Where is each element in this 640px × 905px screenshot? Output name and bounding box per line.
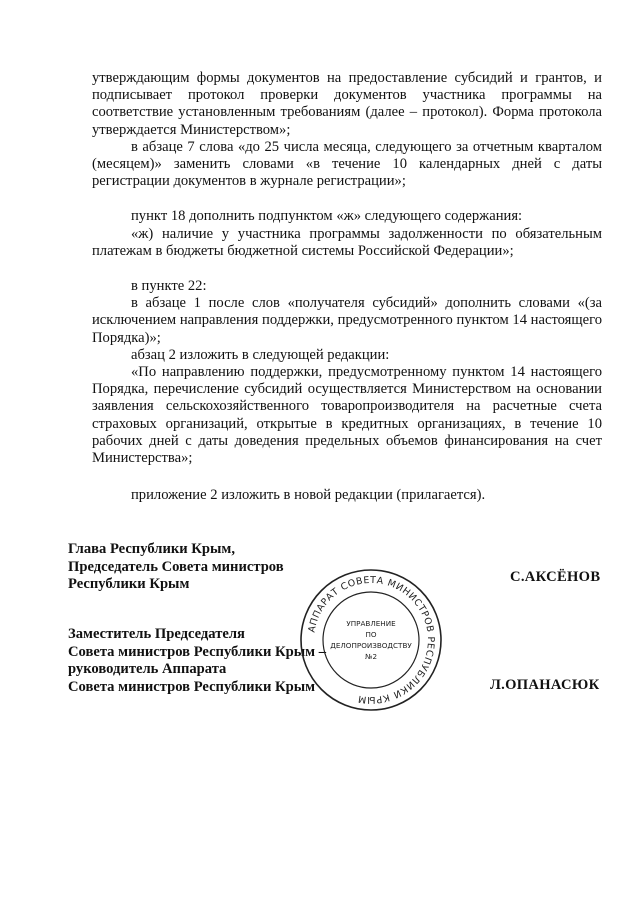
stamp-line: ДЕЛОПРОИЗВОДСТВУ bbox=[330, 641, 412, 650]
signature-title-line: Совета министров Республики Крым bbox=[68, 678, 316, 695]
signature-title-line: Глава Республики Крым, bbox=[68, 541, 235, 557]
paragraph-punkt-22: в пункте 22: bbox=[131, 278, 207, 295]
signature-title-line: Республики Крым bbox=[68, 576, 190, 593]
signatory-name-deputy: Л.ОПАНАСЮК bbox=[490, 677, 600, 693]
stamp-line: №2 bbox=[364, 652, 378, 661]
official-stamp bbox=[296, 565, 446, 715]
paragraph-napravlenie: «По направлению поддержки, предусмотренному пунктом 14 настоящего Порядка, перечисление субсидий осуществляется Министерством на основании заявления сельскохозяйственного товаропроизводителя на расчетные счета страховых организаций, открытые в кредитных организациях, в течение 10 рабочих дней с даты доведения предельных объемов финансирования на счет Министерства»; bbox=[92, 364, 602, 467]
signature-title-line: Председатель Совета министров bbox=[68, 558, 284, 575]
document-body bbox=[92, 70, 602, 504]
paragraph-abzac-1: в абзаце 1 после слов «получателя субсидий» дополнить словами «(за исключением направления поддержки, предусмотренного пунктом 14 настоящего Порядка)»; bbox=[92, 295, 602, 346]
signature-block-head bbox=[68, 541, 284, 594]
signature-title-line: Совета министров Республики Крым – bbox=[68, 643, 327, 660]
stamp-ring-text: АППАРАТ СОВЕТА МИНИСТРОВ РЕСПУБЛИКИ КРЫМ bbox=[306, 574, 437, 706]
paragraph-punkt-18: пункт 18 дополнить подпунктом «ж» следующего содержания: bbox=[131, 208, 523, 225]
signature-block-deputy bbox=[68, 626, 326, 696]
stamp-line: ПО bbox=[365, 630, 377, 639]
stamp-center-text bbox=[296, 565, 446, 715]
signature-title-line: Заместитель Председателя bbox=[68, 626, 245, 642]
paragraph-protocol: утверждающим формы документов на предоставление субсидий и грантов, и подписывает протокол проверки документов участника программы на соответствие установленным требованиям (далее – протокол). Форма протокола утверждается Министерством»; bbox=[92, 70, 602, 138]
signatory-name-head: С.АКСЁНОВ bbox=[510, 569, 601, 585]
paragraph-abzac-2: абзац 2 изложить в следующей редакции: bbox=[131, 346, 390, 363]
paragraph-abzac-7: в абзаце 7 слова «до 25 числа месяца, следующего за отчетным кварталом (месяцем)» заменить словами «в течение 10 календарных дней с даты регистрации документов в журнале регистрации»; bbox=[92, 138, 602, 190]
paragraph-prilozhenie: приложение 2 изложить в новой редакции (прилагается). bbox=[131, 487, 486, 504]
paragraph-podpunkt-zh: «ж) наличие у участника программы задолженности по обязательным платежам в бюджеты бюджетной системы Российской Федерации»; bbox=[92, 225, 602, 259]
signature-title-line: руководитель Аппарата bbox=[68, 661, 227, 678]
stamp-line: УПРАВЛЕНИЕ bbox=[346, 619, 396, 628]
